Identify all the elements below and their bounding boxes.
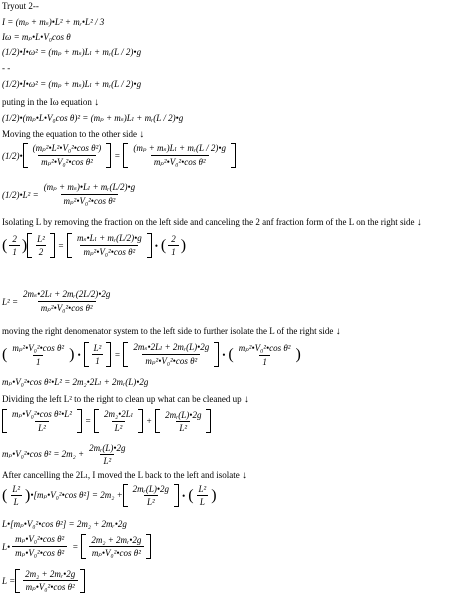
fraction-numerator: 2m₂•2Lₗ [104,409,133,419]
eq-left: (1/2)•L² = [2,189,39,200]
step-text-move [2,129,144,140]
fraction-numerator: 2mₛ•2Lₗ + 2mᵣ(2L/2)•2g [23,289,111,299]
equation-substituted: (1/2)•(mₚ•L•V₀cos θ)² = (mₚ + mₛ)Lₗ + mᵣ(L / 2)•g [2,113,184,123]
doc-title: Tryout 2-- [2,1,39,11]
step-label: moving the right denomenator system to the left side to further isolate the L of the right side [2,326,334,336]
step-label: Dividing the left L² to the right to clean up what can be cleaned up [2,394,242,404]
eq-left: (1/2)• [2,150,23,161]
fraction-denominator: 1 [168,245,179,257]
fraction-numerator: 2mᵣ(L)•2g [89,443,126,453]
equation-fraction-7 [2,443,131,466]
fraction-numerator: L² [198,484,207,494]
fraction-denominator: L² [112,421,126,433]
down-arrow-icon: ↓ [335,326,341,337]
equation-fraction-4 [2,289,115,314]
fraction-numerator: (mₚ²•L²•V₀²•cos θ²) [32,143,102,153]
fraction-denominator: L² [176,421,190,433]
fraction-denominator: 1 [9,245,20,257]
equation-fraction-3: ( $\frac{2}{1}$ ) $\frac{\text{L²}}{2}$ = $\frac{\text{mₛ•Lₗ + mᵣ(L/2)•g}}{\text{mₚ²•V₀²•cos θ²}}$ • ( $\frac{2}{1}$ ) [2,233,187,257]
fraction-denominator: L² [100,454,114,466]
fraction-numerator: 2m₂ + 2mᵣ•2g [91,534,142,545]
fraction-denominator: L [197,495,208,507]
fraction-denominator: 1 [259,355,270,367]
step-text-divide [2,394,249,405]
fraction-numerator: 2mₛ•2Lₗ + 2mᵣ(L)•2g [133,342,210,352]
fraction-numerator: mₚ²•V₀²•cos θ² [12,342,65,353]
equation-fraction-5: ( $\frac{\text{mₚ²•V₀²•cos θ²}}{1}$ ) • $\frac{\text{L²}}{1}$ = $\frac{\text{2mₛ•2Lₗ + 2mᵣ(L)•2g}}{\text{mₚ²•V₀²•cos θ²}}$ • ( $\frac{\text{mₚ²•V₀²•cos θ²}}{1}$ ) [2,342,301,367]
step-label: puting in the Iω equation [2,97,92,107]
equation-fraction-6: $\frac{\text{mₚ•V₀²•cos θ²•L²}}{\text{L²}}$ = $\frac{\text{2m₂•2Lₗ}}{\text{L²}}$ + $\frac{\text{2mᵣ(L)•2g}}{\text{L²}}$ [2,409,211,433]
down-arrow-icon: ↓ [242,470,248,481]
fraction-denominator: mₚ²•V₀²•cos θ² [38,301,96,314]
fraction-denominator: 1 [92,354,103,366]
equation-energy-repeat: (1/2)•I•ω² = (mₚ + mₛ)Lₗ + mᵣ(L / 2)•g [2,79,142,89]
down-arrow-icon: ↓ [94,97,100,108]
equation-fraction-final: L = $\frac{\text{2m₂ + 2mᵣ•2g}}{\text{mₚ•V₀²•cos θ²}}$ [2,569,85,593]
fraction-numerator: 2 [12,234,17,244]
fraction-denominator: L [11,495,22,507]
eq-middle: •[mₚ•V₀²•cos θ²] = 2m₂ + [30,490,123,500]
equation-inertia: I = (mₚ + mₛ)•L² + mᵣ•L² / 3 [2,17,105,27]
fraction-numerator: L² [93,343,102,353]
equation-fraction-1: (1/2)• $\frac{\text{(mₚ²•L²•V₀²•cos θ²)}}{\text{mₚ²•V₀²•cos θ²}}$ = $\frac{\text{(mₚ + mₛ)Lₗ + mᵣ(L / 2)•g}}{\text{mₚ²•V₀²•cos θ²}}$ [2,143,236,168]
fraction-numerator: mₚ•V₀²•cos θ²•L² [12,409,72,419]
equation-energy: (1/2)•I•ω² = (mₚ + mₛ)Lₗ + mᵣ(L / 2)•g [2,47,142,57]
equation-cleared: mₚ•V₀²•cos θ²•L² = 2m₂•2Lₗ + 2mᵣ(L)•2g [2,377,149,387]
fraction-denominator: mₚ²•V₀²•cos θ² [80,245,138,258]
equation-fraction-2 [2,182,140,207]
down-arrow-icon: ↓ [243,394,249,405]
eq-left: mₚ•V₀²•cos θ² = 2m₂ + [2,449,85,459]
fraction-numerator: L² [12,484,21,494]
fraction-denominator: L² [144,495,158,507]
fraction-denominator: mₚ²•V₀²•cos θ² [142,354,200,367]
equation-fraction-9: L• $\frac{\text{mₚ•V₀²•cos θ²}}{\text{mₚ•V₀²•cos θ²}}$ = $\frac{\text{2m₂ + 2mᵣ•2g}}{\text{mₚ•V₀²•cos θ²}}$ [2,534,151,559]
separator-dashes: - - [2,63,11,73]
fraction-denominator: 1 [33,355,44,367]
fraction-denominator: mₚ•V₀²•cos θ² [12,546,67,559]
fraction-numerator: mₛ•Lₗ + mᵣ(L/2)•g [76,233,142,243]
fraction-numerator: 2 [171,234,176,244]
eq-left: L² = [2,296,19,307]
fraction-numerator: (mₚ + mₛ)Lₗ + mᵣ(L / 2)•g [133,143,227,153]
fraction-denominator: L² [35,421,49,433]
fraction-denominator: mₚ²•V₀²•cos θ² [61,194,119,207]
fraction-denominator: mₚ•V₀²•cos θ² [23,580,78,593]
fraction-denominator: mₚ²•V₀²•cos θ² [38,155,96,168]
step-text-denominator [2,326,341,337]
step-label: After cancelling the 2Lₗ, I moved the L back to the left and isolate [2,470,240,480]
fraction-numerator: L² [37,234,45,244]
fraction-numerator: mₚ•V₀²•cos θ² [15,534,65,544]
equation-angular-momentum: Iω = mₚ•L•V₀cos θ [2,32,71,42]
step-text-cancel [2,470,247,481]
fraction-numerator: (mₚ + mₛ)•Lₗ + mᵣ(L/2)•g [43,182,136,192]
fraction-numerator: 2mᵣ(L)•2g [132,484,170,494]
equation-simplified: L•[mₚ•V₀²•cos θ²] = 2m₂ + 2mᵣ•2g [2,519,127,529]
step-text-isolate [2,217,422,228]
step-text-substitute [2,97,99,108]
fraction-denominator: 2 [36,245,47,257]
fraction-numerator: 2mᵣ(L)•2g [165,409,202,420]
down-arrow-icon: ↓ [139,129,145,140]
fraction-denominator: mₚ•V₀²•cos θ² [89,546,144,559]
step-label: Moving the equation to the other side [2,129,137,139]
down-arrow-icon: ↓ [416,217,422,228]
fraction-numerator: mₚ²•V₀²•cos θ² [238,342,291,353]
equation-fraction-8: ( $\frac{\text{L²}}{L}$ ) •[mₚ•V₀²•cos θ²] = 2m₂ + $\frac{\text{2mᵣ(L)•2g}}{\text{L²}}$ • ( $\frac{\text{L²}}{L}$ ) [2,484,217,507]
fraction-numerator: 2m₂ + 2mᵣ•2g [25,569,76,579]
fraction-denominator: mₚ²•V₀²•cos θ² [151,155,209,168]
step-label: Isolating L by removing the fraction on the left side and canceling the 2 anf fraction form of the L on the right side [2,217,415,227]
